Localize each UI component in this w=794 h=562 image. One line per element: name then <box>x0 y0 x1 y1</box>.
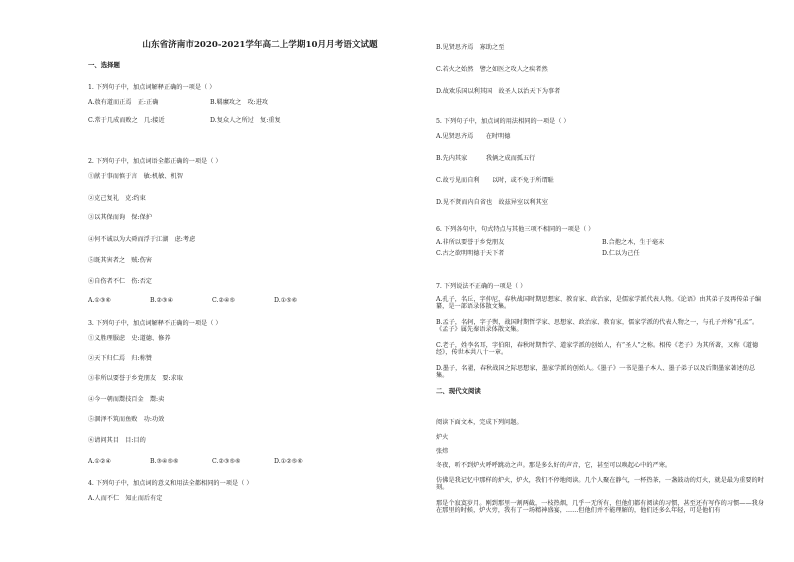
question-3-item-3: ③非所以要誉于乡党朋友 要:求取 <box>88 375 183 382</box>
question-1-option-a: A.敖有道而正焉 正:正确 <box>88 99 159 106</box>
question-2-item-2: ②克己复礼 克:约束 <box>88 195 146 202</box>
section-heading-choice: 一、选择题 <box>88 61 120 69</box>
question-7-option-a: A.孔子，名丘，字仲尼，春秋战国时期思想家、教育家、政治家，是儒家学派代表人物。《论语》由其弟子及再传弟子编纂，是一部语录体散文集。 <box>436 296 762 311</box>
question-4-option-c: C.若火之始然 譬之如医之攻人之疾者然 <box>436 66 548 73</box>
question-4-option-d: D.故欢乐国以利其国 故圣人以治天下为事者 <box>436 88 561 95</box>
essay-paragraph-3: 那是个寂寞岁月。刚到那里一割两截，一枝热烟，几乎一无所有，但他们都有阅读的习惯，甚至还有写作的习惯——我身在那里的时候，炉火旁，我有了一场精神盛宴，……但他们并不能理解的，他们还多么年轻，可是他们有 <box>436 500 764 515</box>
question-3-option-d: D.①②⑤⑥ <box>274 458 303 465</box>
question-5-option-d: D.见不贤而内自省也 故兹异室以利其室 <box>436 199 548 206</box>
question-2-item-1: ①献于事而慎于言 敏:机敏、机智 <box>88 173 183 180</box>
question-3-item-1: ①义胜理服虑 史:道德、修养 <box>88 335 171 342</box>
essay-title: 炉火 <box>436 434 449 441</box>
question-5-option-c: C.故亏见而自利 以时，或不免于所谓耻 <box>436 177 554 184</box>
question-3-stem: 3. 下列句子中，加点词解释不正确的一项是（ ） <box>88 320 222 327</box>
question-2-item-4: ④何不诚以为大舜而浮于江湖 虑:考虑 <box>88 236 196 243</box>
question-2-stem: 2. 下列句子中，加点词语全都正确的一项是（ ） <box>88 158 222 165</box>
question-7-option-d: D.墨子，名翟，春秋战国之际思想家，墨家学派的创始人。《墨子》一书是墨子本人、墨子弟子以及后期墨家著述的总集。 <box>436 365 756 380</box>
page-title: 山东省济南市2020-2021学年高二上学期10月月考语文试题 <box>142 40 378 50</box>
question-2-option-d: D.①⑤⑥ <box>274 297 298 304</box>
essay-author: 张炜 <box>436 448 449 455</box>
question-5-stem: 5. 下列句子中，加点词的用法相同的一项是（ ） <box>436 118 570 125</box>
question-3-item-4: ④今一朝而鬻技百金 鬻:卖 <box>88 396 165 403</box>
question-2-item-6: ⑥自伤者不仁 伤:否定 <box>88 278 152 285</box>
question-1-option-b: B.羁縻攻之 攻:进攻 <box>210 99 269 106</box>
question-3-option-c: C.②③⑤⑥ <box>212 458 241 465</box>
question-4-stem: 4. 下列句子中，加点词的意义和用法全都相同的一项是（ ） <box>88 480 253 487</box>
question-5-option-b: B.先内其家 我俩之成而孤五行 <box>436 155 536 162</box>
section-heading-reading: 二、现代文阅读 <box>436 387 481 395</box>
question-2-item-5: ⑤既其害者之 贼:伤害 <box>88 257 152 264</box>
question-7-stem: 7. 下列说法不正确的一项是（ ） <box>436 283 527 290</box>
question-2-option-b: B.②③④ <box>150 297 174 304</box>
question-7-option-c: C.老子，姓李名耳，字伯阳，春秋时期哲学、道家学派的创始人，有“圣人”之称。相传《老子》为其所著，又称《道德经》，传世本共八十一章。 <box>436 342 759 357</box>
question-5-option-a: A.见贤思齐焉 在时明德 <box>436 133 511 140</box>
essay-paragraph-2: 仿佛是我记忆中那样的炉火，炉火，我们不停地阅读。几个人聚在静气，一杯热茶，一盏鼓动的灯火，就是最为重要的时刻。 <box>436 477 764 492</box>
question-1-option-c: C.常于几成而败之 几:接近 <box>88 117 165 124</box>
question-1-stem: 1. 下列句子中，加点词解释正确的一项是（ ） <box>88 84 216 91</box>
question-2-option-a: A.①③⑥ <box>88 297 112 304</box>
question-6-option-d: D.仁以为己任 <box>602 250 640 257</box>
question-6-option-c: C.古之欲明明德于天下者 <box>436 250 505 257</box>
question-1-option-d: D.复众人之所过 复:重复 <box>210 117 281 124</box>
reading-intro: 阅读下面文本，完成下列问题。 <box>436 419 523 426</box>
question-3-option-a: A.①②④ <box>88 458 112 465</box>
question-3-item-5: ⑤涸泽不筑而鱼败 功:功效 <box>88 416 165 423</box>
question-6-stem: 6. 下列各句中，句式特点与其他三项不相同的一项是（ ） <box>436 226 595 233</box>
question-7-option-b: B.孟子，名轲，字子舆，战国时期哲学家、思想家、政治家、教育家，儒家学派的代表人物之一，与孔子并称“孔孟”。《孟子》属先秦语录体散文集。 <box>436 319 759 334</box>
question-2-option-c: C.②④⑤ <box>212 297 236 304</box>
question-3-item-6: ⑥请问其目 目:目的 <box>88 437 146 444</box>
question-6-option-b: B.合抱之木，生于毫末 <box>602 239 665 246</box>
question-4-option-b: B.见贤思齐焉 寡助之至 <box>436 44 505 51</box>
question-3-item-2: ②天下归仁焉 归:称赞 <box>88 355 152 362</box>
question-2-item-3: ③以其保而询 保:保护 <box>88 214 152 221</box>
question-3-option-b: B.③④⑤⑥ <box>150 458 179 465</box>
question-4-option-a: A.人而不仁 知止而后有定 <box>88 495 163 502</box>
essay-paragraph-1: 冬夜，听不到炉火呼呼跳动之声。那是多么好的声音，它，甚至可以唤起心中的严寒。 <box>436 462 672 469</box>
question-6-option-a: A.非所以要誉于乡党朋友 <box>436 239 505 246</box>
